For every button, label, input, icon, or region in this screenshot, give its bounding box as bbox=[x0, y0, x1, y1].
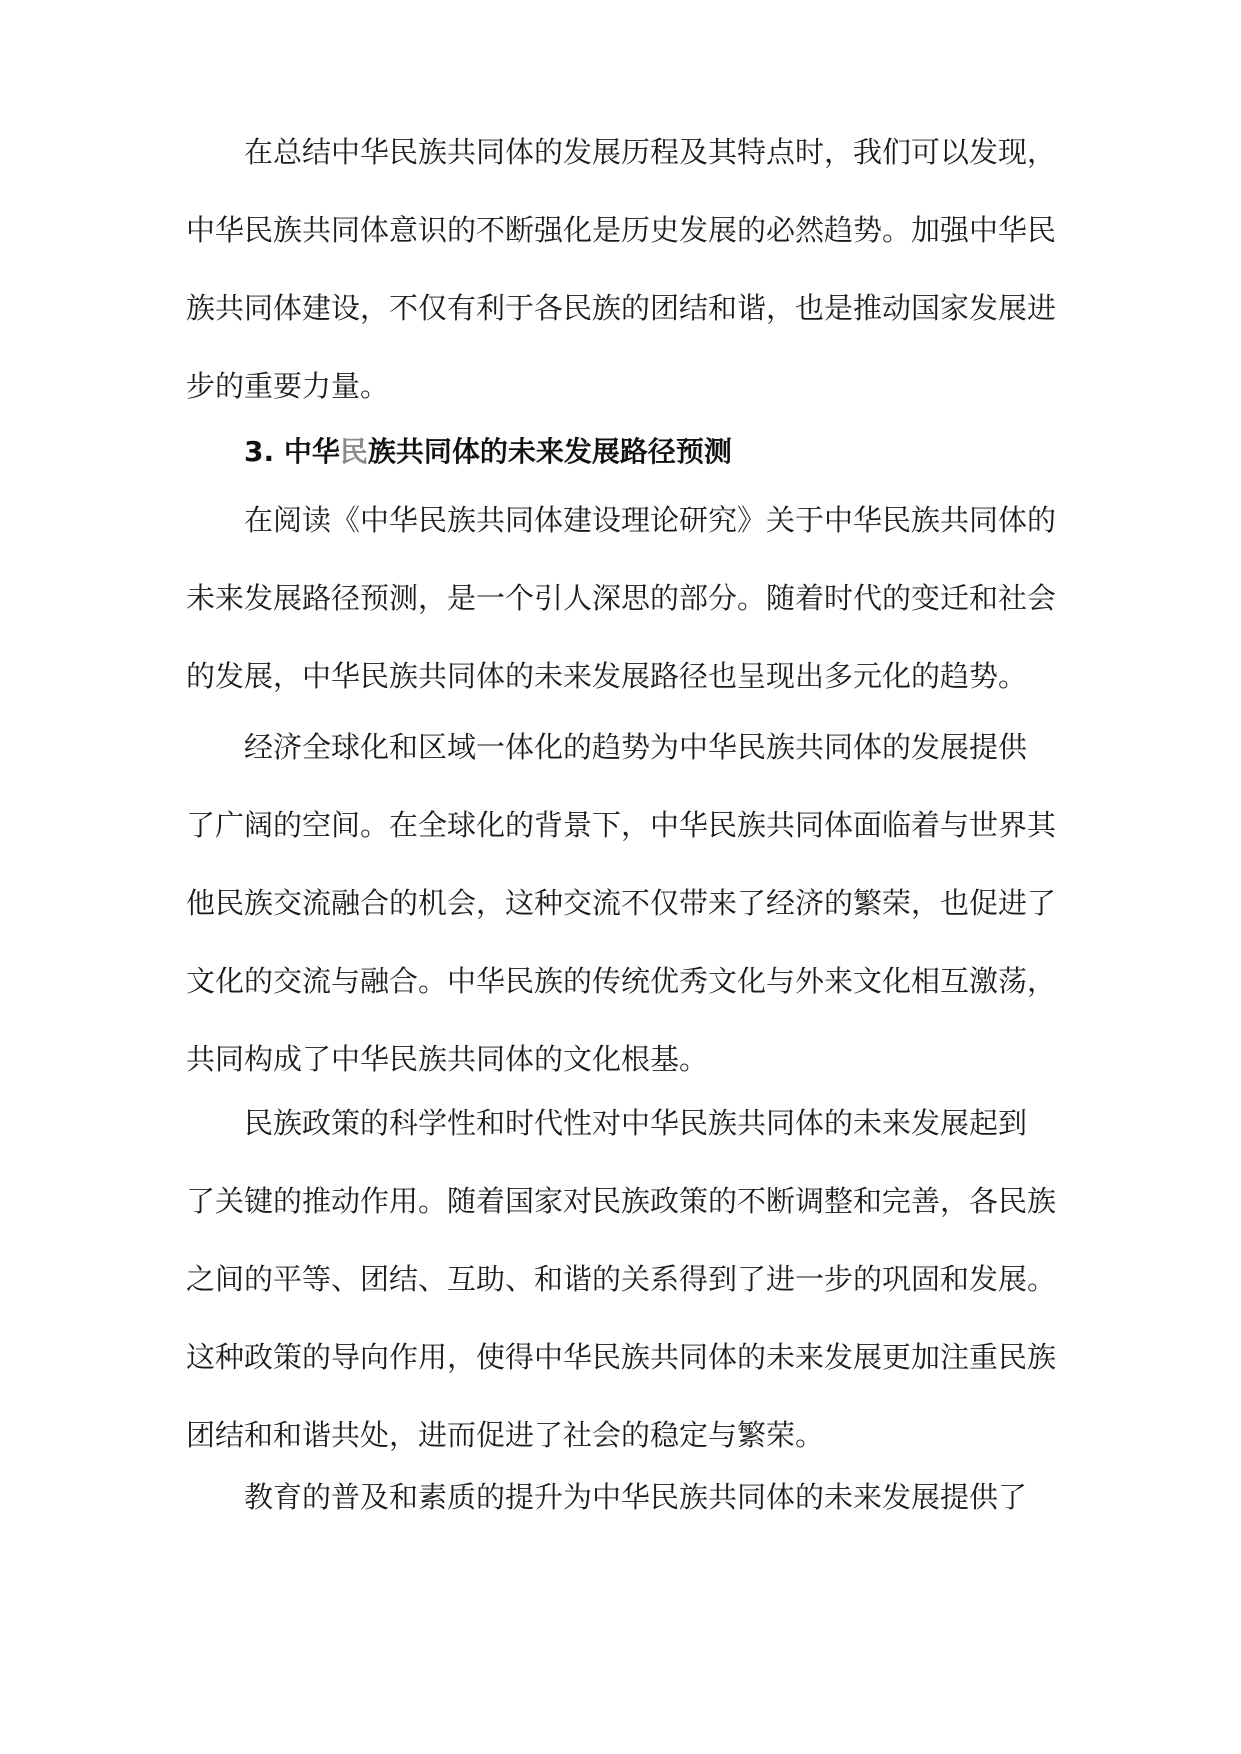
text-line: 文化的交流与融合。中华民族的传统优秀文化与外来文化相互激荡， bbox=[186, 964, 1057, 998]
text-line: 了广阔的空间。在全球化的背景下，中华民族共同体面临着与世界其 bbox=[186, 808, 1057, 842]
text-line: 经济全球化和区域一体化的趋势为中华民族共同体的发展提供 bbox=[244, 730, 1028, 764]
paragraph-globalization bbox=[186, 708, 1056, 1098]
text-line: 民族政策的科学性和时代性对中华民族共同体的未来发展起到 bbox=[244, 1106, 1028, 1140]
text-line: 教育的普及和素质的提升为中华民族共同体的未来发展提供了 bbox=[244, 1480, 1028, 1514]
text-line: 团结和和谐共处，进而促进了社会的稳定与繁荣。 bbox=[186, 1418, 825, 1452]
text-line: 在阅读《中华民族共同体建设理论研究》关于中华民族共同体的 bbox=[244, 503, 1057, 537]
text-line: 步的重要力量。 bbox=[186, 369, 390, 403]
text-line: 这种政策的导向作用，使得中华民族共同体的未来发展更加注重民族 bbox=[186, 1340, 1057, 1374]
heading-title-pre: 中华 bbox=[283, 435, 340, 468]
paragraph-policy bbox=[186, 1084, 1056, 1474]
text-line: 他民族交流融合的机会，这种交流不仅带来了经济的繁荣，也促进了 bbox=[186, 886, 1057, 920]
paragraph-education bbox=[186, 1458, 1056, 1536]
heading-title-highlight: 民 bbox=[339, 435, 368, 468]
text-line: 在总结中华民族共同体的发展历程及其特点时，我们可以发现， bbox=[244, 135, 1057, 169]
text-line: 的发展，中华民族共同体的未来发展路径也呈现出多元化的趋势。 bbox=[186, 659, 1028, 693]
paragraph-reading bbox=[186, 481, 1056, 715]
text-line: 族共同体建设，不仅有利于各民族的团结和谐，也是推动国家发展进 bbox=[186, 291, 1057, 325]
heading-title-post: 族共同体的未来发展路径预测 bbox=[367, 435, 732, 468]
text-line: 中华民族共同体意识的不断强化是历史发展的必然趋势。加强中华民 bbox=[186, 213, 1057, 247]
text-line: 未来发展路径预测，是一个引人深思的部分。随着时代的变迁和社会 bbox=[186, 581, 1057, 615]
heading-text bbox=[186, 413, 1056, 491]
text-line: 了关键的推动作用。随着国家对民族政策的不断调整和完善，各民族 bbox=[186, 1184, 1057, 1218]
paragraph-summary bbox=[186, 113, 1056, 425]
text-line: 之间的平等、团结、互助、和谐的关系得到了进一步的巩固和发展。 bbox=[186, 1262, 1057, 1296]
text-line: 共同构成了中华民族共同体的文化根基。 bbox=[186, 1042, 709, 1076]
heading-number: 3. bbox=[244, 435, 275, 468]
section-heading bbox=[186, 413, 1056, 491]
